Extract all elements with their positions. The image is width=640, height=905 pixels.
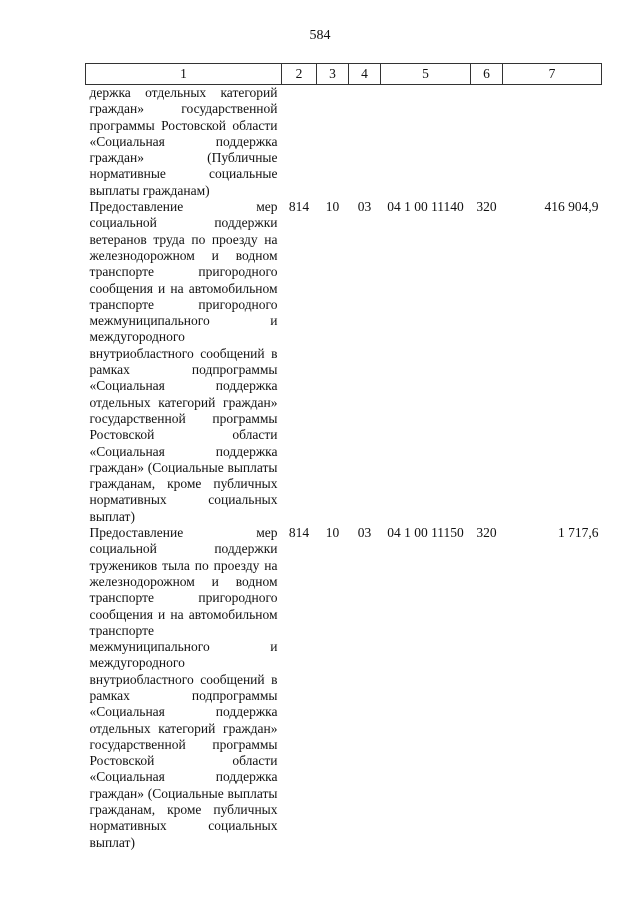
row-description: Предоставление мер социальной поддержки тружеников тыла по проезду на железнодорожном и водном транспорте пригородного сообщения и на автомобильном транспорте межмуниципального и междугородного внутриобластного сообщений в рамках подпрограммы «Социальная поддержка отдельных категорий граждан» государственной программы Ростовской области «Социальная поддержка граждан» (Социальные выплаты гражданам, кроме публичных нормативных социальных выплат)	[89, 525, 278, 850]
table-row	[86, 525, 602, 851]
continuation-description: держка отдельных категорий граждан» государственной программы Ростовской области «Социальная поддержка граждан» (Публичные нормативные социальные выплаты гражданам)	[89, 85, 278, 198]
row-amount: 1 717,6	[558, 525, 599, 541]
column-header: 1	[86, 64, 282, 85]
row-target-code: 04 1 00 11150	[387, 525, 464, 541]
row-expense-type: 320	[476, 199, 497, 215]
row-subsection-code: 03	[357, 525, 372, 541]
row-ministry-code: 814	[288, 199, 310, 215]
column-header: 4	[349, 64, 381, 85]
table-header-row	[86, 64, 602, 85]
column-header: 3	[317, 64, 349, 85]
column-header: 2	[282, 64, 317, 85]
row-target-code: 04 1 00 11140	[387, 199, 464, 215]
row-amount: 416 904,9	[544, 199, 599, 215]
column-header: 7	[503, 64, 602, 85]
row-ministry-code: 814	[288, 525, 310, 541]
row-section-code: 10	[325, 525, 340, 541]
row-section-code: 10	[325, 199, 340, 215]
row-subsection-code: 03	[357, 199, 372, 215]
column-header: 5	[381, 64, 471, 85]
table-row-continuation	[86, 85, 602, 200]
row-description: Предоставление мер социальной поддержки ветеранов труда по проезду на железнодорожном и водном транспорте пригородного сообщения и на автомобильном транспорте пригородного межмуниципального и междугородного внутриобластного сообщений в рамках подпрограммы «Социальная поддержка отдельных категорий граждан» государственной программы Ростовской области «Социальная поддержка граждан» (Социальные выплаты гражданам, кроме публичных нормативных социальных выплат)	[89, 199, 278, 524]
column-header: 6	[471, 64, 503, 85]
page-number: 584	[309, 28, 331, 43]
table-row	[86, 199, 602, 525]
row-expense-type: 320	[476, 525, 497, 541]
budget-table	[85, 63, 602, 851]
